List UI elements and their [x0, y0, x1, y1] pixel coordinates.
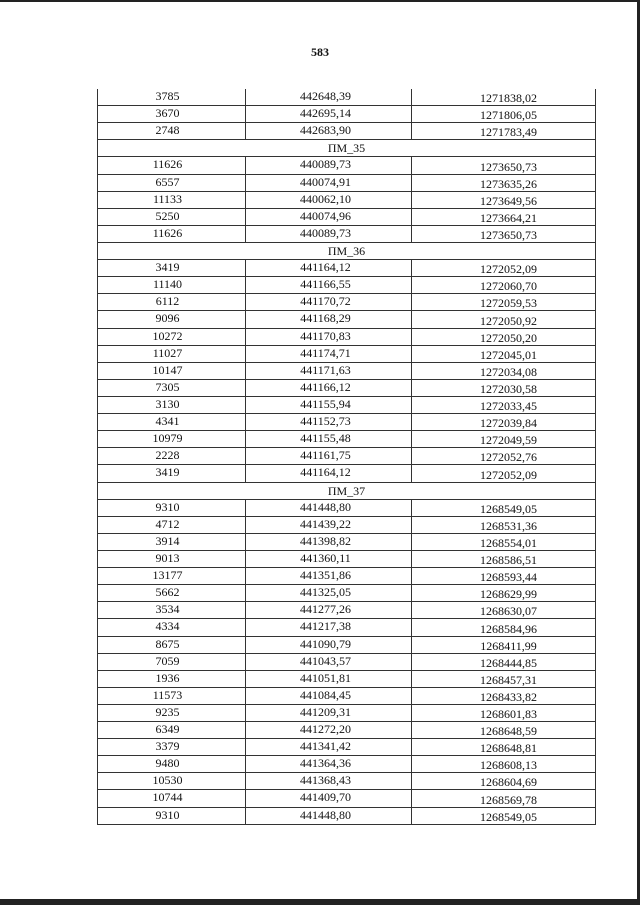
- y-coordinate-cell: 1272052,76: [412, 448, 596, 465]
- table-row: [98, 157, 596, 174]
- table-row: [98, 311, 596, 328]
- table-row: [98, 208, 596, 225]
- x-coordinate-cell: 441155,94: [246, 396, 412, 413]
- x-coordinate-cell: 440089,73: [246, 157, 412, 174]
- x-coordinate-cell: 441351,86: [246, 568, 412, 585]
- x-coordinate-cell: 442683,90: [246, 123, 412, 140]
- point-number-cell: 10979: [98, 431, 246, 448]
- y-coordinate-cell: 1273650,73: [412, 157, 596, 174]
- table-row: [98, 174, 596, 191]
- page-number: 583: [311, 45, 329, 59]
- section-title: ПМ_36: [98, 242, 596, 259]
- point-number-cell: 9310: [98, 499, 246, 516]
- y-coordinate-cell: 1268457,31: [412, 670, 596, 687]
- y-coordinate-cell: 1272049,59: [412, 431, 596, 448]
- x-coordinate-cell: 440062,10: [246, 191, 412, 208]
- y-coordinate-cell: 1272060,70: [412, 277, 596, 294]
- y-coordinate-cell: 1268411,99: [412, 636, 596, 653]
- section-header-row: [98, 482, 596, 499]
- point-number-cell: 5250: [98, 208, 246, 225]
- point-number-cell: 9235: [98, 704, 246, 721]
- y-coordinate-cell: 1272059,53: [412, 294, 596, 311]
- x-coordinate-cell: 441398,82: [246, 533, 412, 550]
- y-coordinate-cell: 1272050,92: [412, 311, 596, 328]
- y-coordinate-cell: 1273650,73: [412, 225, 596, 242]
- y-coordinate-cell: 1272039,84: [412, 414, 596, 431]
- point-number-cell: 2228: [98, 448, 246, 465]
- x-coordinate-cell: 441164,12: [246, 260, 412, 277]
- table-row: [98, 722, 596, 739]
- point-number-cell: 7305: [98, 379, 246, 396]
- point-number-cell: 3379: [98, 739, 246, 756]
- x-coordinate-cell: 442648,39: [246, 89, 412, 106]
- y-coordinate-cell: 1272052,09: [412, 465, 596, 482]
- point-number-cell: 6557: [98, 174, 246, 191]
- table-row: [98, 739, 596, 756]
- coordinates-table: [97, 89, 596, 825]
- y-coordinate-cell: 1268593,44: [412, 568, 596, 585]
- point-number-cell: 6112: [98, 294, 246, 311]
- table-row: [98, 277, 596, 294]
- x-coordinate-cell: 441090,79: [246, 636, 412, 653]
- x-coordinate-cell: 441360,11: [246, 550, 412, 567]
- x-coordinate-cell: 440074,91: [246, 174, 412, 191]
- x-coordinate-cell: 440074,96: [246, 208, 412, 225]
- point-number-cell: 3914: [98, 533, 246, 550]
- point-number-cell: 8675: [98, 636, 246, 653]
- table-row: [98, 773, 596, 790]
- x-coordinate-cell: 441168,29: [246, 311, 412, 328]
- y-coordinate-cell: 1273664,21: [412, 208, 596, 225]
- x-coordinate-cell: 441325,05: [246, 585, 412, 602]
- point-number-cell: 10147: [98, 362, 246, 379]
- x-coordinate-cell: 440089,73: [246, 225, 412, 242]
- section-title: ПМ_35: [98, 140, 596, 157]
- point-number-cell: 11573: [98, 687, 246, 704]
- y-coordinate-cell: 1268549,05: [412, 499, 596, 516]
- y-coordinate-cell: 1268601,83: [412, 704, 596, 721]
- point-number-cell: 1936: [98, 670, 246, 687]
- table-row: [98, 465, 596, 482]
- point-number-cell: 11626: [98, 157, 246, 174]
- table-row: [98, 756, 596, 773]
- point-number-cell: 9013: [98, 550, 246, 567]
- point-number-cell: 4334: [98, 619, 246, 636]
- x-coordinate-cell: 441277,26: [246, 602, 412, 619]
- point-number-cell: 5662: [98, 585, 246, 602]
- y-coordinate-cell: 1268648,59: [412, 722, 596, 739]
- point-number-cell: 9310: [98, 807, 246, 824]
- table-row: [98, 636, 596, 653]
- x-coordinate-cell: 441170,83: [246, 328, 412, 345]
- x-coordinate-cell: 441341,42: [246, 739, 412, 756]
- point-number-cell: 3419: [98, 260, 246, 277]
- y-coordinate-cell: 1268630,07: [412, 602, 596, 619]
- x-coordinate-cell: 441164,12: [246, 465, 412, 482]
- point-number-cell: 9096: [98, 311, 246, 328]
- point-number-cell: 10744: [98, 790, 246, 807]
- table-row: [98, 687, 596, 704]
- table-row: [98, 345, 596, 362]
- section-title: ПМ_37: [98, 482, 596, 499]
- y-coordinate-cell: 1271783,49: [412, 123, 596, 140]
- scan-edge-top: [0, 0, 640, 2]
- y-coordinate-cell: 1273649,56: [412, 191, 596, 208]
- x-coordinate-cell: 441155,48: [246, 431, 412, 448]
- section-header-row: [98, 242, 596, 259]
- table-row: [98, 396, 596, 413]
- y-coordinate-cell: 1268549,05: [412, 807, 596, 824]
- table-row: [98, 602, 596, 619]
- table-row: [98, 533, 596, 550]
- table-row: [98, 191, 596, 208]
- x-coordinate-cell: 441166,12: [246, 379, 412, 396]
- table-row: [98, 379, 596, 396]
- point-number-cell: 11140: [98, 277, 246, 294]
- table-row: [98, 362, 596, 379]
- x-coordinate-cell: 441174,71: [246, 345, 412, 362]
- y-coordinate-cell: 1272034,08: [412, 362, 596, 379]
- x-coordinate-cell: 441448,80: [246, 807, 412, 824]
- table-row: [98, 123, 596, 140]
- point-number-cell: 13177: [98, 568, 246, 585]
- y-coordinate-cell: 1272045,01: [412, 345, 596, 362]
- point-number-cell: 10530: [98, 773, 246, 790]
- x-coordinate-cell: 441409,70: [246, 790, 412, 807]
- y-coordinate-cell: 1271806,05: [412, 106, 596, 123]
- table-row: [98, 225, 596, 242]
- scan-edge-bottom: [0, 899, 640, 905]
- x-coordinate-cell: 441209,31: [246, 704, 412, 721]
- table-row: [98, 790, 596, 807]
- x-coordinate-cell: 441043,57: [246, 653, 412, 670]
- point-number-cell: 10272: [98, 328, 246, 345]
- table-row: [98, 807, 596, 824]
- table-row: [98, 670, 596, 687]
- y-coordinate-cell: 1272033,45: [412, 396, 596, 413]
- point-number-cell: 3670: [98, 106, 246, 123]
- point-number-cell: 11626: [98, 225, 246, 242]
- y-coordinate-cell: 1268629,99: [412, 585, 596, 602]
- y-coordinate-cell: 1268584,96: [412, 619, 596, 636]
- y-coordinate-cell: 1268554,01: [412, 533, 596, 550]
- y-coordinate-cell: 1268608,13: [412, 756, 596, 773]
- x-coordinate-cell: 441170,72: [246, 294, 412, 311]
- y-coordinate-cell: 1268531,36: [412, 516, 596, 533]
- y-coordinate-cell: 1272052,09: [412, 260, 596, 277]
- y-coordinate-cell: 1268569,78: [412, 790, 596, 807]
- x-coordinate-cell: 441368,43: [246, 773, 412, 790]
- y-coordinate-cell: 1273635,26: [412, 174, 596, 191]
- point-number-cell: 6349: [98, 722, 246, 739]
- y-coordinate-cell: 1268586,51: [412, 550, 596, 567]
- x-coordinate-cell: 441161,75: [246, 448, 412, 465]
- point-number-cell: 11133: [98, 191, 246, 208]
- x-coordinate-cell: 441084,45: [246, 687, 412, 704]
- y-coordinate-cell: 1268433,82: [412, 687, 596, 704]
- table-row: [98, 89, 596, 106]
- section-header-row: [98, 140, 596, 157]
- table-row: [98, 619, 596, 636]
- point-number-cell: 3785: [98, 89, 246, 106]
- table-row: [98, 448, 596, 465]
- y-coordinate-cell: 1268648,81: [412, 739, 596, 756]
- table-row: [98, 568, 596, 585]
- point-number-cell: 3130: [98, 396, 246, 413]
- x-coordinate-cell: 441217,38: [246, 619, 412, 636]
- x-coordinate-cell: 441051,81: [246, 670, 412, 687]
- point-number-cell: 3419: [98, 465, 246, 482]
- point-number-cell: 3534: [98, 602, 246, 619]
- x-coordinate-cell: 441448,80: [246, 499, 412, 516]
- table-row: [98, 550, 596, 567]
- y-coordinate-cell: 1271838,02: [412, 89, 596, 106]
- y-coordinate-cell: 1268444,85: [412, 653, 596, 670]
- table-row: [98, 260, 596, 277]
- x-coordinate-cell: 441364,36: [246, 756, 412, 773]
- x-coordinate-cell: 441439,22: [246, 516, 412, 533]
- coordinates-table-body: [98, 89, 596, 824]
- table-row: [98, 431, 596, 448]
- table-row: [98, 499, 596, 516]
- table-row: [98, 516, 596, 533]
- table-row: [98, 704, 596, 721]
- y-coordinate-cell: 1268604,69: [412, 773, 596, 790]
- point-number-cell: 7059: [98, 653, 246, 670]
- table-row: [98, 106, 596, 123]
- point-number-cell: 4712: [98, 516, 246, 533]
- x-coordinate-cell: 441171,63: [246, 362, 412, 379]
- x-coordinate-cell: 441152,73: [246, 414, 412, 431]
- table-row: [98, 653, 596, 670]
- point-number-cell: 4341: [98, 414, 246, 431]
- table-row: [98, 414, 596, 431]
- point-number-cell: 9480: [98, 756, 246, 773]
- x-coordinate-cell: 441272,20: [246, 722, 412, 739]
- table-row: [98, 585, 596, 602]
- x-coordinate-cell: 442695,14: [246, 106, 412, 123]
- table-row: [98, 328, 596, 345]
- y-coordinate-cell: 1272050,20: [412, 328, 596, 345]
- x-coordinate-cell: 441166,55: [246, 277, 412, 294]
- point-number-cell: 11027: [98, 345, 246, 362]
- point-number-cell: 2748: [98, 123, 246, 140]
- y-coordinate-cell: 1272030,58: [412, 379, 596, 396]
- table-row: [98, 294, 596, 311]
